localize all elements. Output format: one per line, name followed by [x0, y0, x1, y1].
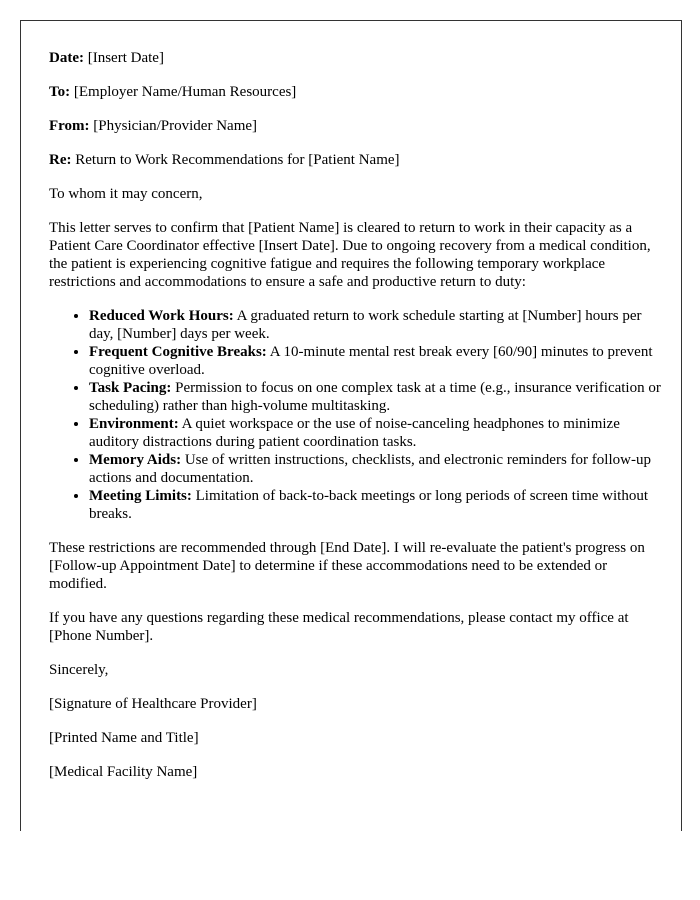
item-label: Reduced Work Hours:	[89, 308, 234, 324]
item-label: Memory Aids:	[89, 452, 182, 468]
item-text: Use of written instructions, checklists, and electronic reminders for follow-up actions and documentation.	[89, 452, 651, 486]
letter-page	[20, 20, 682, 831]
item-text: Permission to focus on one complex task at a time (e.g., insurance verification or scheduling) rather than high-volume multitasking.	[89, 380, 661, 414]
from-value: [Physician/Provider Name]	[89, 118, 258, 134]
list-item	[89, 307, 661, 343]
item-text: A 10-minute mental rest break every [60/90] minutes to prevent cognitive overload.	[89, 344, 653, 378]
intro-paragraph: This letter serves to confirm that [Patient Name] is cleared to return to work in their capacity as a Patient Care Coordinator effective [Insert Date]. Due to ongoing recovery from a medical condition, the patient is experiencing cognitive fatigue and requires the following temporary workplace restrictions and accommodations to ensure a safe and productive return to duty:	[49, 220, 651, 290]
duration-paragraph: These restrictions are recommended through [End Date]. I will re-evaluate the patient's progress on [Follow-up Appointment Date] to determine if these accommodations need to be extended or modified.	[49, 540, 645, 592]
item-text: A quiet workspace or the use of noise-canceling headphones to minimize auditory distractions during patient coordination tasks.	[89, 416, 620, 450]
sign-off: Sincerely,	[49, 662, 109, 678]
from-label: From:	[49, 118, 90, 134]
accommodations-list	[49, 307, 661, 523]
to-value: [Employer Name/Human Resources]	[70, 84, 297, 100]
list-item	[89, 487, 661, 523]
re-value: Return to Work Recommendations for [Patient Name]	[71, 152, 400, 168]
list-item	[89, 379, 661, 415]
facility-line: [Medical Facility Name]	[49, 764, 198, 780]
list-item	[89, 415, 661, 451]
list-item	[89, 343, 661, 379]
signature-line: [Signature of Healthcare Provider]	[49, 696, 257, 712]
item-label: Environment:	[89, 416, 179, 432]
item-label: Task Pacing:	[89, 380, 172, 396]
to-line	[49, 83, 661, 101]
item-label: Frequent Cognitive Breaks:	[89, 344, 267, 360]
date-label: Date:	[49, 50, 84, 66]
contact-paragraph: If you have any questions regarding these medical recommendations, please contact my office at [Phone Number].	[49, 610, 629, 644]
printed-name-line: [Printed Name and Title]	[49, 730, 199, 746]
date-value: [Insert Date]	[83, 50, 164, 66]
to-label: To:	[49, 84, 71, 100]
date-line	[49, 49, 661, 67]
salutation: To whom it may concern,	[49, 186, 203, 202]
re-label: Re:	[49, 152, 72, 168]
item-text: Limitation of back-to-back meetings or long periods of screen time without breaks.	[89, 488, 649, 522]
from-line	[49, 117, 661, 135]
item-text: A graduated return to work schedule starting at [Number] hours per day, [Number] days per week.	[89, 308, 642, 342]
item-label: Meeting Limits:	[89, 488, 192, 504]
re-line	[49, 151, 661, 169]
list-item	[89, 451, 661, 487]
